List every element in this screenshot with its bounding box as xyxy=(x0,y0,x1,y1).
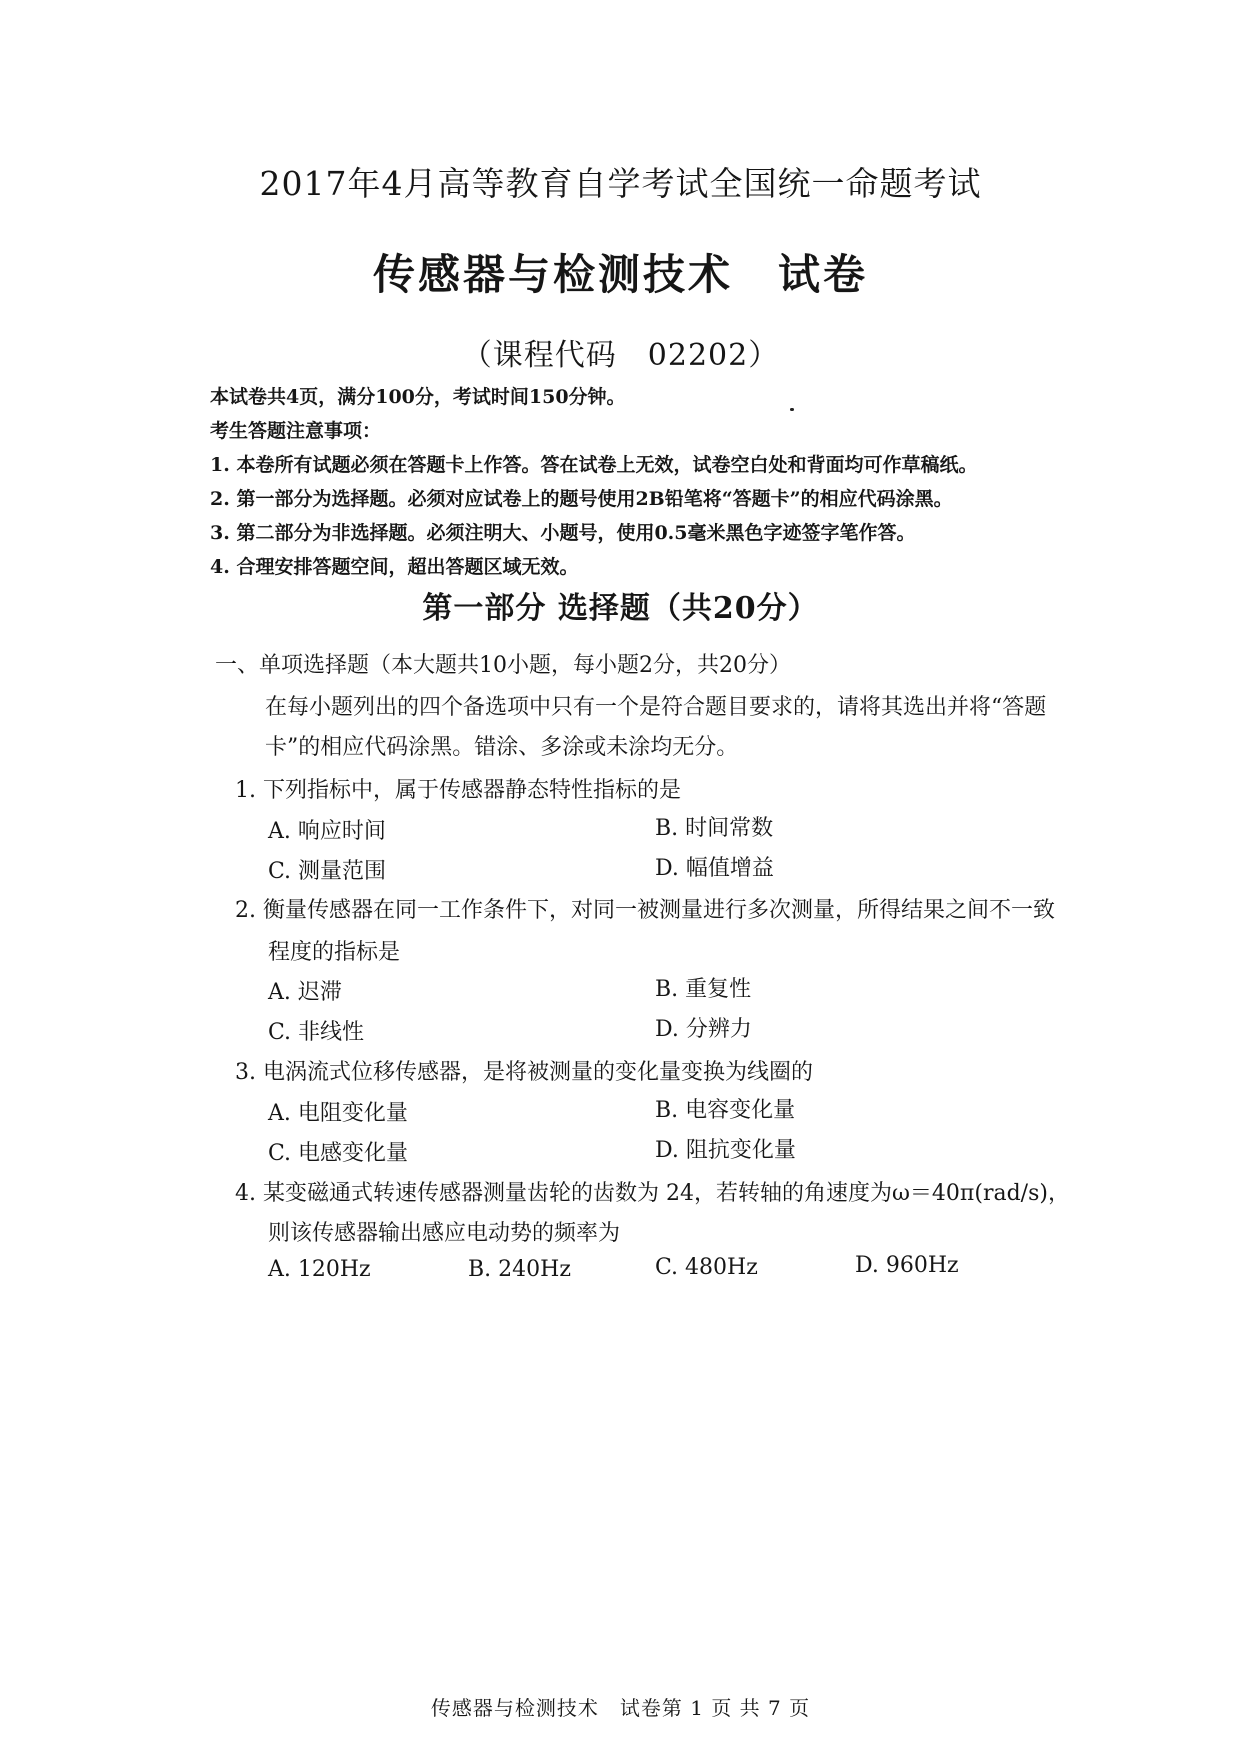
question-3-option-a: A. 电阻变化量 xyxy=(268,1101,408,1126)
question-2-option-c: C. 非线性 xyxy=(268,1020,365,1045)
instruction-item: 4. 合理安排答题空间，超出答题区域无效。 xyxy=(210,556,579,578)
question-4-stem: 4. 某变磁通式转速传感器测量齿轮的齿数为 24，若转轴的角速度为ω＝40π(rad/s)， xyxy=(235,1181,1070,1206)
question-2-option-a: A. 迟滞 xyxy=(268,980,342,1005)
section-note: 卡”的相应代码涂黑。错涂、多涂或未涂均无分。 xyxy=(265,735,739,760)
question-4-option-b: B. 240Hz xyxy=(468,1257,571,1282)
part-title: 第一部分 选择题（共20分） xyxy=(422,591,819,626)
question-4-option-a: A. 120Hz xyxy=(268,1257,371,1282)
scan-speck xyxy=(790,408,794,411)
instructions-heading: 考生答题注意事项： xyxy=(210,420,382,442)
section-header: 一、单项选择题（本大题共10小题，每小题2分，共20分） xyxy=(215,653,791,678)
question-2-stem-cont: 程度的指标是 xyxy=(268,940,401,965)
question-1-option-a: A. 响应时间 xyxy=(268,819,386,844)
section-note: 在每小题列出的四个备选项中只有一个是符合题目要求的，请将其选出并将“答题 xyxy=(265,695,1047,720)
question-3-option-d: D. 阻抗变化量 xyxy=(655,1138,796,1163)
question-2-option-b: B. 重复性 xyxy=(655,977,752,1002)
question-1-option-c: C. 测量范围 xyxy=(268,859,387,884)
instruction-item: 2. 第一部分为选择题。必须对应试卷上的题号使用2B铅笔将“答题卡”的相应代码涂黑。 xyxy=(210,488,953,510)
question-1-stem: 1. 下列指标中，属于传感器静态特性指标的是 xyxy=(235,778,681,803)
question-1-option-d: D. 幅值增益 xyxy=(655,856,774,881)
exam-title: 2017年4月高等教育自学考试全国统一命题考试 xyxy=(259,164,982,203)
question-3-stem: 3. 电涡流式位移传感器，是将被测量的变化量变换为线圈的 xyxy=(235,1060,813,1085)
question-3-option-b: B. 电容变化量 xyxy=(655,1098,796,1123)
question-1-option-b: B. 时间常数 xyxy=(655,816,774,841)
instruction-item: 3. 第二部分为非选择题。必须注明大、小题号，使用0.5毫米黑色字迹签字笔作答。 xyxy=(210,522,916,544)
question-4-stem-cont: 则该传感器输出感应电动势的频率为 xyxy=(268,1221,621,1246)
page-footer: 传感器与检测技术 试卷第 1 页 共 7 页 xyxy=(430,1696,811,1720)
question-4-option-d: D. 960Hz xyxy=(855,1253,959,1278)
question-2-stem: 2. 衡量传感器在同一工作条件下，对同一被测量进行多次测量，所得结果之间不一致 xyxy=(235,898,1055,923)
question-4-option-c: C. 480Hz xyxy=(655,1255,758,1280)
subject-title: 传感器与检测技术 试卷 xyxy=(372,250,868,299)
question-2-option-d: D. 分辨力 xyxy=(655,1017,752,1042)
instruction-item: 1. 本卷所有试题必须在答题卡上作答。答在试卷上无效，试卷空白处和背面均可作草稿纸。 xyxy=(210,454,978,476)
exam-info: 本试卷共4页，满分100分，考试时间150分钟。 xyxy=(210,386,626,408)
course-code: （课程代码 02202） xyxy=(461,338,780,373)
question-3-option-c: C. 电感变化量 xyxy=(268,1141,409,1166)
